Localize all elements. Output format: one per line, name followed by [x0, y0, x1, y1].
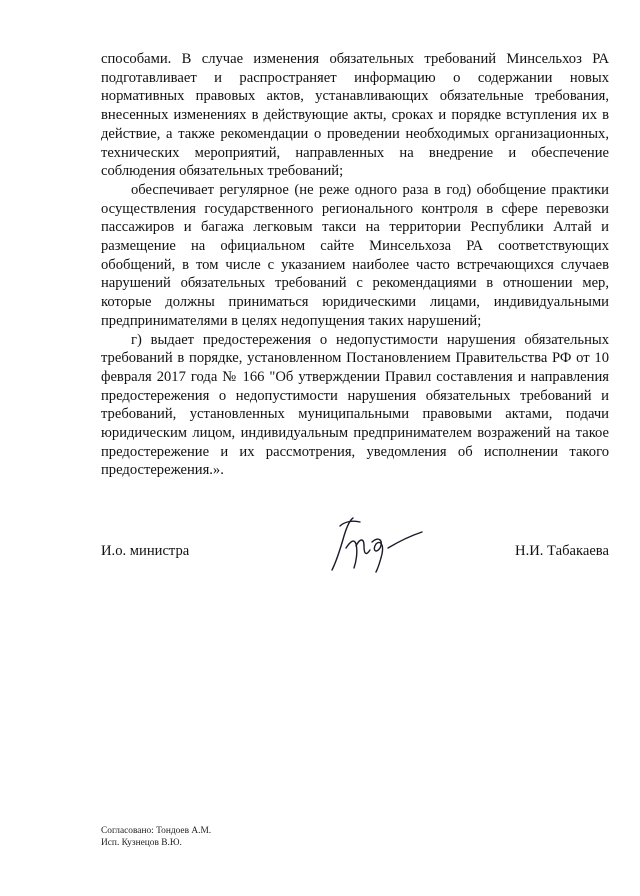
- paragraph-continuation: способами. В случае изменения обязательных требований Минсельхоз РА подготавливает и распространяет информацию о содержании новых нормативных правовых актов, устанавливающих обязательные требования, внесенных изменениях в действующие акты, сроках и порядке вступления их в действие, а также рекомендации о проведении необходимых организационных, технических мероприятий, направленных на внедрение и обеспечение соблюдения обязательных требований;: [101, 51, 609, 180]
- footer-notes: [101, 826, 211, 849]
- paragraph-warnings: г) выдает предостережения о недопустимости нарушения обязательных требований в порядке, установленном Постановлением Правительства РФ от 10 февраля 2017 года № 166 "Об утверждении Правил составления и направления предостережения о недопустимости нарушения обязательных требований и требований, установленных муниципальными правовыми актами, подачи юридическим лицом, индивидуальным предпринимателем возражений на такое предостережение и их рассмотрения, уведомления об исполнении такого предостережения.».: [101, 331, 609, 479]
- paragraph-generalization: обеспечивает регулярное (не реже одного раза в год) обобщение практики осуществления государственного регионального контроля в сфере перевозки пассажиров и багажа легковым такси на территории Республики Алтай и размещение на официальном сайте Минсельхоза РА соответствующих обобщений, в том числе с указанием наиболее часто встречающихся случаев нарушений обязательных требований с рекомендациями в отношении мер, которые должны приниматься юридическими лицами, индивидуальными предпринимателями в целях недопущения таких нарушений;: [101, 181, 609, 329]
- document-body: [101, 50, 609, 480]
- footer-approved: Согласовано: Тондоев А.М.: [101, 826, 212, 836]
- signatory-name: Н.И. Табакаева: [515, 543, 609, 559]
- signatory-position: И.о. министра: [101, 543, 190, 559]
- handwritten-signature: [326, 512, 426, 576]
- footer-executor: Исп. Кузнецов В.Ю.: [101, 837, 182, 848]
